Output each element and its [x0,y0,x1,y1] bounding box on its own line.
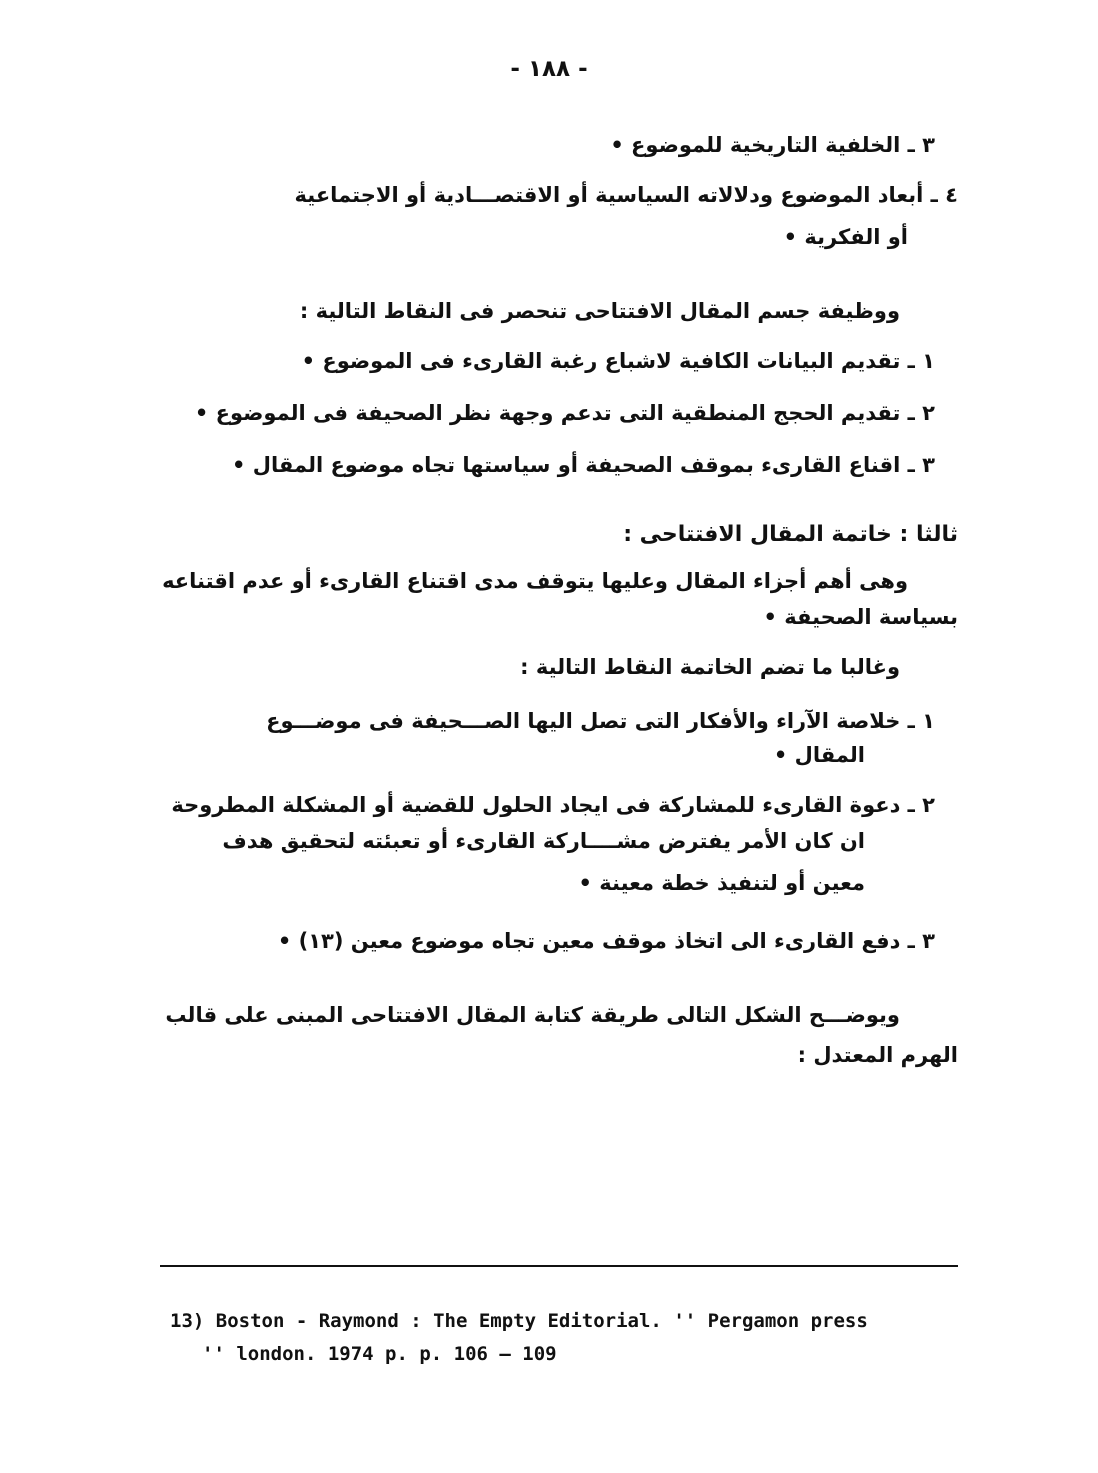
list-item-continuation: معين أو لتنفيذ خطة معينة • [578,871,865,895]
list-item: ٤ ـ أبعاد الموضوع ودلالاته السياسية أو الاقتصـــادية أو الاجتماعية [294,183,958,207]
list-item: ٣ ـ دفع القارىء الى اتخاذ موقف معين تجاه موضوع معين (١٣) • [277,929,935,953]
paragraph-intro: وغالبا ما تضم الخاتمة النقاط التالية : [520,655,900,679]
list-item-continuation: ان كان الأمر يفترض مشــــاركة القارىء أو تعبئته لتحقيق هدف [222,829,865,853]
list-item: ١ ـ خلاصة الآراء والأفكار التى تصل اليها الصـــحيفة فى موضـــوع [266,709,935,733]
list-item: ١ ـ تقديم البيانات الكافية لاشباع رغبة القارىء فى الموضوع • [301,349,935,373]
list-item: ٣ ـ الخلفية التاريخية للموضوع • [610,133,935,157]
footnote-line: '' london. 1974 p. p. 106 — 109 [202,1343,557,1365]
list-item: ٢ ـ تقديم الحجج المنطقية التى تدعم وجهة نظر الصحيفة فى الموضوع • [194,401,935,425]
list-item-continuation: أو الفكرية • [783,225,908,249]
paragraph-line: ويوضـــح الشكل التالى طريقة كتابة المقال الافتتاحى المبنى على قالب [165,1003,900,1027]
paragraph-line: بسياسة الصحيفة • [763,605,958,629]
list-item-continuation: المقال • [773,743,865,767]
list-item: ٣ ـ اقناع القارىء بموقف الصحيفة أو سياستها تجاه موضوع المقال • [232,453,935,477]
footnote-line: 13) Boston - Raymond : The Empty Editorial. '' Pergamon press [170,1310,868,1332]
list-item: ٢ ـ دعوة القارىء للمشاركة فى ايجاد الحلول للقضية أو المشكلة المطروحة [171,793,935,817]
paragraph-intro: ووظيفة جسم المقال الافتتاحى تنحصر فى النقاط التالية : [299,299,900,323]
section-heading: ثالثا : خاتمة المقال الافتتاحى : [623,522,958,547]
page-number: - ١٨٨ - [510,56,588,82]
footnote-divider [160,1265,958,1267]
paragraph-line: الهرم المعتدل : [797,1043,958,1067]
paragraph-line: وهى أهم أجزاء المقال وعليها يتوقف مدى اقتناع القارىء أو عدم اقتناعه [162,569,908,593]
